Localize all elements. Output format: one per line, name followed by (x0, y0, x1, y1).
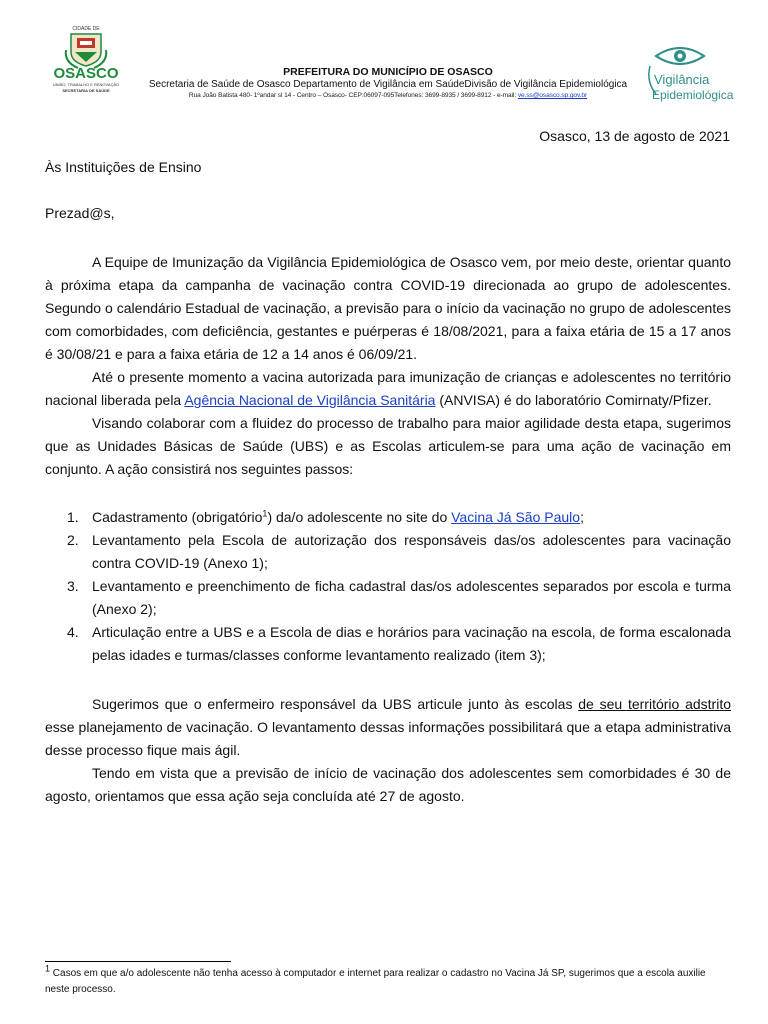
vacina-ja-link[interactable]: Vacina Já São Paulo (451, 509, 581, 525)
letterhead-title: PREFEITURA DO MUNICÍPIO DE OSASCO (283, 66, 493, 78)
logo-line2: Epidemiológica (652, 88, 734, 102)
steps-list (45, 506, 731, 667)
letter-date: Osasco, 13 de agosto de 2021 (539, 128, 730, 144)
vigilancia-logo (644, 44, 734, 106)
list-item (45, 575, 731, 621)
paragraph-4 (45, 693, 731, 762)
list-item (45, 506, 731, 529)
footnote-divider (45, 961, 231, 962)
step-text: Levantamento pela Escola de autorização dos responsáveis das/os adolescentes para vacinação contra COVID-19 (Anexo 1); (92, 532, 731, 571)
footnote-ref: 1 (262, 508, 268, 519)
logo-line1: Vigilância (654, 72, 710, 87)
logo-unit: SECRETARIA DE SAÚDE (62, 88, 110, 93)
step-text: ) da/o adolescente no site do (267, 509, 452, 525)
underlined-text: de seu território adstrito (578, 696, 731, 712)
list-item (45, 529, 731, 575)
paragraph-2 (45, 366, 731, 412)
anvisa-link[interactable]: Agência Nacional de Vigilância Sanitária (184, 392, 436, 408)
p4-text-after: esse planejamento de vacinação. O levantamento dessas informações possibilitará que a etapa administrativa desse processo fique mais ágil. (45, 719, 731, 758)
logo-name: OSASCO (53, 65, 119, 82)
letter-greeting: Prezad@s, (45, 205, 115, 221)
footnote-text: Casos em que a/o adolescente não tenha acesso à computador e internet para realizar o cadastro no Vacina Já SP, sugerimos que a escola auxilie neste processo. (45, 968, 706, 995)
step-text: Cadastramento (obrigatório (92, 509, 263, 525)
footnote-mark: 1 (45, 963, 51, 974)
step-text: Articulação entre a UBS e a Escola de dias e horários para vacinação na escola, de forma escalonada pelas idades e turmas/classes conforme levantamento realizado (item 3); (92, 624, 731, 663)
list-number: 4. (67, 624, 79, 640)
p4-text-before: Sugerimos que o enfermeiro responsável da UBS articule junto às escolas (92, 696, 579, 712)
list-number: 1. (67, 509, 79, 525)
footnote (45, 963, 731, 998)
letter-body (45, 251, 731, 481)
email-link[interactable]: ve.ss@osasco.sp.gov.br (517, 92, 588, 99)
list-item (45, 621, 731, 667)
p2-text-before: Até o presente momento a vacina autorizada para imunização de crianças e adolescentes no território nacional liberada pela (45, 369, 731, 408)
list-number: 2. (67, 532, 79, 548)
logo-top-text: CIDADE DE (72, 26, 100, 32)
osasco-logo (44, 22, 128, 96)
logo-motto: UNIÃO, TRABALHO E RENOVAÇÃO (52, 82, 120, 87)
paragraph-3: Visando colaborar com a fluidez do processo de trabalho para maior agilidade desta etapa, sugerimos que as Unidades Básicas de Saúde (UBS) e as Escolas articulem-se para uma ação de vacinação em conjunto. A ação consistirá nos seguintes passos: (45, 415, 731, 477)
letterhead (138, 66, 638, 100)
p2-text-after: (ANVISA) é do laboratório Comirnaty/Pfizer. (435, 392, 712, 408)
letterhead-address (138, 91, 638, 100)
list-number: 3. (67, 578, 79, 594)
letter-closing (45, 693, 731, 808)
step-text: Levantamento e preenchimento de ficha cadastral das/os adolescentes separados por escola e turma (Anexo 2); (92, 578, 731, 617)
letter-recipient: Às Instituições de Ensino (45, 159, 202, 175)
paragraph-1: A Equipe de Imunização da Vigilância Epidemiológica de Osasco vem, por meio deste, orientar quanto à próxima etapa da campanha de vacinação contra COVID-19 direcionada ao grupo de adolescentes. Segundo o calendário Estadual de vacinação, a previsão para o início da vacinação no grupo de adolescentes com comorbidades, com deficiência, gestantes e puérperas é 18/08/2021, para a faixa etária de 15 a 17 anos é 30/08/21 e para a faixa etária de 12 a 14 anos é 06/09/21. (45, 254, 731, 362)
paragraph-5: Tendo em vista que a previsão de início de vacinação dos adolescentes sem comorbidades é 30 de agosto, orientamos que essa ação seja concluída até 27 de agosto. (45, 765, 731, 804)
step-text: ; (580, 509, 584, 525)
address-text: Rua João Batista 480- 1ºandar sl 14 - Centro – Osasco- CEP:06097-095Telefones: 3699-8935 / 3699-8912 - e-mail: (188, 92, 517, 99)
letterhead-subtitle: Secretaria de Saúde de Osasco Departamento de Vigilância em SaúdeDivisão de Vigilância Epidemiológica (148, 79, 628, 90)
